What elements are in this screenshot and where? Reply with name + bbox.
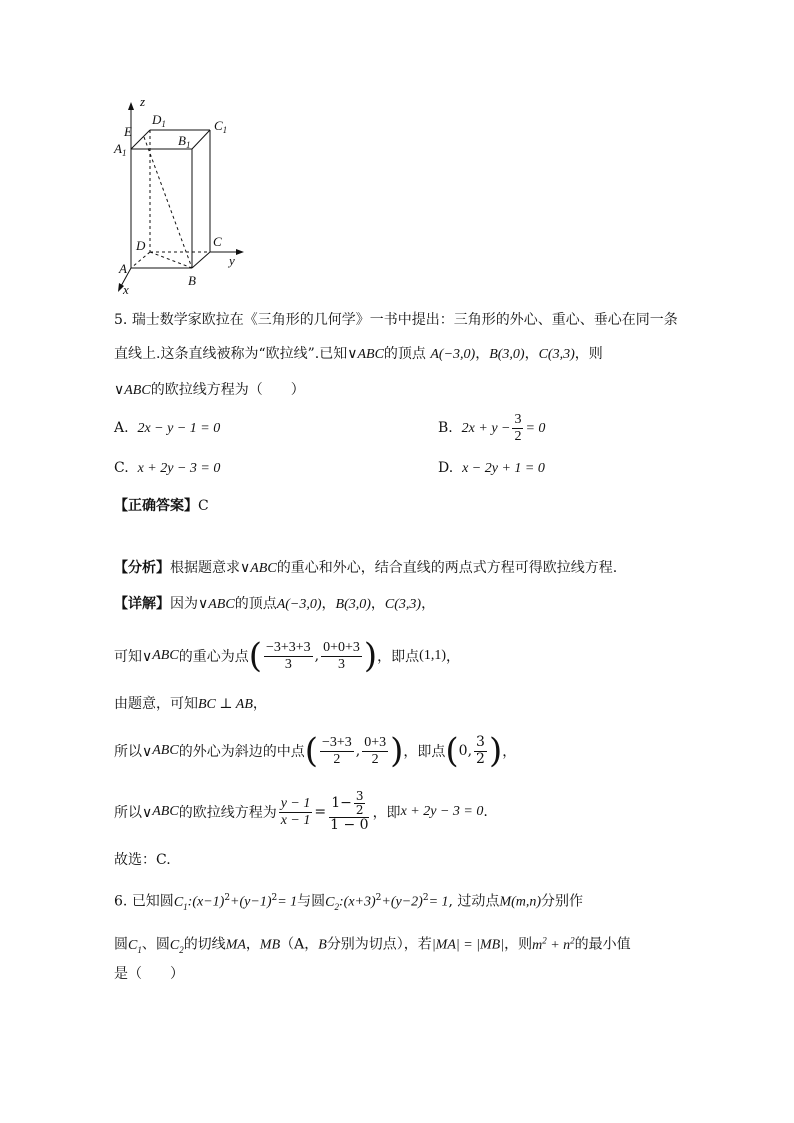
circ-end: ， xyxy=(502,744,517,760)
q5-point-b: B(3,0) xyxy=(489,347,525,362)
centroid-comma: , xyxy=(314,648,320,664)
euler-text-b: 的欧拉线方程为 xyxy=(178,805,277,821)
q5-perp-line xyxy=(114,692,267,716)
edge-da-hidden xyxy=(131,252,150,268)
q6-eq-2: +(y−1) xyxy=(230,894,272,910)
q5-stem-text-2b: 的顶点 xyxy=(383,346,426,362)
q5-option-a[interactable] xyxy=(114,416,220,440)
q5-stem-line1 xyxy=(114,308,678,332)
label-c1: $C_1$ xyxy=(214,118,228,135)
q5-option-c-label: C. xyxy=(114,460,129,476)
euler-frac-2 xyxy=(328,790,370,834)
q5-stem-text-3a: ∨ xyxy=(114,382,125,398)
q5-stem-line2 xyxy=(114,342,603,366)
q6-eq-1: :(x−1) xyxy=(187,894,225,910)
euler-num-1: y − 1 xyxy=(280,796,311,812)
detail-triangle: ABC xyxy=(208,597,235,612)
perp-end: ， xyxy=(252,696,267,712)
edge-b1c1 xyxy=(192,130,210,149)
detail-text-a: 因为∨ xyxy=(170,596,209,612)
circ-den-2: 2 xyxy=(371,751,379,767)
q5-triangle: ABC xyxy=(357,347,384,362)
centroid-num-1: −3+3+3 xyxy=(265,640,311,656)
circ-point-den: 2 xyxy=(476,750,485,767)
q6-text-1a: 已知圆 xyxy=(131,893,174,910)
q5-euler-line xyxy=(114,784,488,840)
q6-text-2d: （A， xyxy=(280,936,319,953)
centroid-den-2: 3 xyxy=(338,656,345,672)
circ-den-1: 2 xyxy=(333,751,341,767)
analysis-text-a: 根据题意求∨ xyxy=(170,560,251,576)
q5-point-a: A(−3,0) xyxy=(430,347,476,362)
q5-stem-text-1: 瑞士数学家欧拉在《三角形的几何学》一书中提出：三角形的外心、重心、垂心在同一条 xyxy=(131,312,678,328)
z-axis-arrow xyxy=(128,102,134,110)
y-axis-arrow xyxy=(236,249,244,255)
q5-option-b-pre: 2x + y − xyxy=(461,421,511,436)
q5-option-d-label: D. xyxy=(438,460,454,476)
circ-point-pre: 0, xyxy=(458,743,473,759)
detail-sep-2: ， xyxy=(370,596,385,612)
detail-point-c: C(3,3) xyxy=(384,597,422,612)
label-d: D xyxy=(136,238,146,253)
q6-text-2a: 圆 xyxy=(114,936,128,953)
label-a1: $A_1$ xyxy=(114,141,127,158)
q6-sq-2: 2 xyxy=(271,893,278,903)
centroid-num-2: 0+0+3 xyxy=(323,640,360,656)
label-b1: $B_1$ xyxy=(178,133,191,150)
rectangular-box-figure xyxy=(100,92,260,302)
q6-sq-3: 2 xyxy=(375,893,382,903)
q5-option-b-post: = 0 xyxy=(525,421,546,436)
q6-tangent-ma: MA xyxy=(225,937,246,953)
centroid-end: ， xyxy=(446,649,460,665)
q6-text-2g: 的最小值 xyxy=(574,936,631,953)
euler-den-2: 1 − 0 xyxy=(330,817,369,834)
q6-point-b: B xyxy=(318,937,327,953)
euler-num-2 xyxy=(329,790,369,818)
q6-text-1d: 分别作 xyxy=(541,893,584,910)
q6-eq-6: = 1 xyxy=(428,894,449,910)
euler-den-1: x − 1 xyxy=(280,812,311,828)
q5-option-d[interactable] xyxy=(438,456,545,480)
centroid-frac-1 xyxy=(264,640,313,672)
detail-point-a: A(−3,0) xyxy=(276,597,322,612)
q6-eq-3: = 1 xyxy=(277,894,298,910)
q6-condition: |MA| = |MB| xyxy=(431,937,505,953)
detail-end: ， xyxy=(421,596,436,612)
perp-equation: BC ⊥ AB xyxy=(198,697,253,712)
circ-text-a: 所以∨ xyxy=(114,744,153,760)
choose-text: 故选：C. xyxy=(114,852,171,868)
q5-stem-line3 xyxy=(114,378,305,402)
euler-num-2-d: 2 xyxy=(355,803,364,818)
label-d1: $D_1$ xyxy=(152,112,166,129)
centroid-triangle: ABC xyxy=(152,648,179,663)
q6-tangent-mb: MB xyxy=(259,937,281,953)
q5-sep-2: ， xyxy=(524,346,539,362)
q5-option-c[interactable] xyxy=(114,456,220,480)
q5-point-c: C(3,3) xyxy=(538,347,575,362)
centroid-text-a: 可知∨ xyxy=(114,649,153,665)
analysis-triangle: ABC xyxy=(250,561,277,576)
euler-frac-1 xyxy=(279,796,313,828)
circ-frac-2 xyxy=(362,735,388,767)
euler-equals: = xyxy=(314,804,327,820)
analysis-label: 【分析】 xyxy=(114,560,170,576)
q5-stem-text-2a: 直线上.这条直线被称为“欧拉线”.已知∨ xyxy=(114,346,358,362)
circ-frac-1 xyxy=(320,735,354,767)
label-y: y xyxy=(229,253,235,268)
circ-num-1: −3+3 xyxy=(321,735,352,751)
q6-circle-c1-ref: $C_1$ xyxy=(128,937,142,955)
segment-eb-hidden xyxy=(144,137,192,268)
centroid-text-b: 的重心为点 xyxy=(178,649,249,665)
answer-value: C xyxy=(198,498,209,514)
label-b: B xyxy=(188,273,196,288)
q6-text-2f: ，则 xyxy=(504,936,533,953)
q5-circumcenter-line: 所以∨ ABC 的外心为斜边的中点 ( $\frac{-3+3}{2}$ , $\frac{0+3}{2}$ ) ，即点 ( 0, $\frac{3}{2}$ ) ， xyxy=(114,731,517,771)
q5-option-b[interactable] xyxy=(438,412,545,444)
detail-label: 【详解】 xyxy=(114,596,170,612)
q5-option-b-den: 2 xyxy=(514,428,522,444)
centroid-den-1: 3 xyxy=(284,656,292,672)
q6-text-1c: , 过动点 xyxy=(448,893,500,910)
centroid-point: (1,1) xyxy=(419,648,446,663)
analysis-text-b: 的重心和外心，结合直线的两点式方程可得欧拉线方程. xyxy=(276,560,618,576)
euler-num-2-n: 3 xyxy=(355,789,364,804)
q6-circle-c2-ref: $C_2$ xyxy=(169,937,184,955)
q5-stem-text-3b: 的欧拉线方程为（ ） xyxy=(150,382,305,398)
q5-option-b-frac xyxy=(512,412,523,444)
q6-text-2e: 分别为切点），若 xyxy=(326,936,432,953)
q6-text-3: 是（ ） xyxy=(114,966,184,982)
answer-label: 【正确答案】 xyxy=(114,498,198,514)
circ-triangle: ABC xyxy=(152,743,179,758)
q5-number: 5. xyxy=(114,312,128,328)
q6-sq-4: 2 xyxy=(422,893,429,903)
euler-text-a: 所以∨ xyxy=(114,805,153,821)
q5-option-b-num: 3 xyxy=(514,412,522,428)
label-x: x xyxy=(123,282,129,297)
q5-sep-1: ， xyxy=(475,346,490,362)
label-a: A xyxy=(119,261,127,276)
euler-num-2-pre: 1− xyxy=(331,795,352,812)
q6-text-2b: 、圆 xyxy=(141,936,170,953)
centroid-text-c: ，即点 xyxy=(377,649,420,665)
edge-d1a1 xyxy=(131,130,150,149)
q5-analysis xyxy=(114,556,617,580)
perp-text: 由题意，可知 xyxy=(114,696,198,712)
circ-point-frac xyxy=(474,735,487,767)
q6-circle-c1: $C_1$ xyxy=(173,894,188,912)
q6-circle-c2: $C_2$ xyxy=(325,894,340,912)
q5-stem-text-2c: ，则 xyxy=(574,346,603,362)
q6-text-2c: 的切线 xyxy=(183,936,226,953)
label-e: E xyxy=(124,124,132,139)
euler-triangle: ABC xyxy=(152,804,179,819)
detail-text-b: 的顶点 xyxy=(234,596,277,612)
q5-option-c-text: x + 2y − 3 = 0 xyxy=(137,461,221,476)
euler-result: x + 2y − 3 = 0 xyxy=(400,804,484,819)
centroid-frac-2 xyxy=(321,640,362,672)
edge-db-hidden xyxy=(150,252,192,268)
q5-triangle-2: ABC xyxy=(124,383,151,398)
circ-point-num: 3 xyxy=(476,734,485,751)
q6-line3 xyxy=(114,962,184,986)
q6-point-m: M(m,n) xyxy=(499,894,542,910)
q5-option-b-label: B. xyxy=(438,420,453,436)
q6-sq-1: 2 xyxy=(224,893,231,903)
detail-point-b: B(3,0) xyxy=(335,597,371,612)
label-z: z xyxy=(140,94,146,109)
detail-sep-1: ， xyxy=(321,596,336,612)
circ-text-c: ，即点 xyxy=(403,744,446,760)
euler-end: . xyxy=(483,804,488,820)
q5-option-d-text: x − 2y + 1 = 0 xyxy=(462,461,545,476)
q6-number: 6. xyxy=(114,893,128,910)
q5-choose xyxy=(114,848,171,872)
q5-option-a-label: A. xyxy=(114,420,129,436)
q5-option-a-text: 2x − y − 1 = 0 xyxy=(137,421,221,436)
q6-eq-4: :(x+3) xyxy=(339,894,376,910)
q6-text-1b: 与圆 xyxy=(297,893,326,910)
q6-eq-5: +(y−2) xyxy=(381,894,423,910)
q6-expression: $m^2 + n^2$ xyxy=(532,935,575,953)
circ-text-b: 的外心为斜边的中点 xyxy=(178,744,305,760)
edge-bc xyxy=(192,252,210,268)
euler-text-c: ，即 xyxy=(372,805,401,821)
q6-line1 xyxy=(114,884,583,912)
label-c: C xyxy=(213,234,222,249)
q5-detail xyxy=(114,592,435,616)
q6-line2 xyxy=(114,926,631,954)
q5-centroid-line: 可知∨ ABC 的重心为点 ( $\frac{-3+3+3}{3}$ , $\frac{0+0+3}{3}$ ) ，即点 (1,1) ， xyxy=(114,636,460,676)
q5-answer xyxy=(114,494,209,518)
circ-num-2: 0+3 xyxy=(364,735,387,751)
q6-sep: ， xyxy=(245,936,260,953)
circ-comma: , xyxy=(355,743,361,759)
